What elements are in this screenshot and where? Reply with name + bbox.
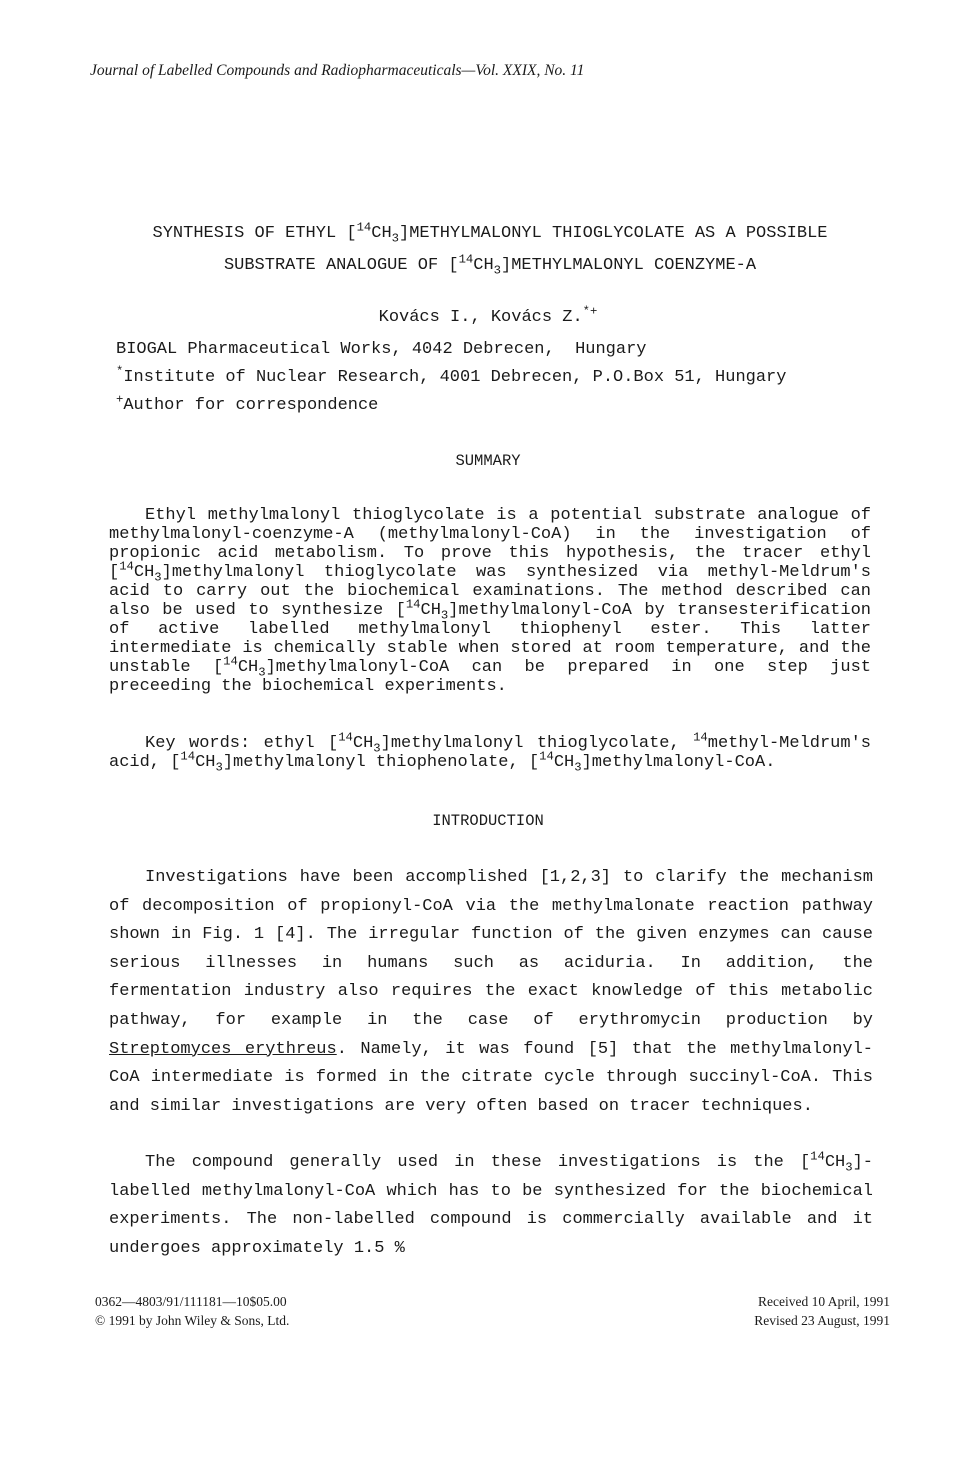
received-date: Received 10 April, 1991 bbox=[758, 1294, 890, 1309]
title-line-2: SUBSTRATE ANALOGUE OF $[^{14}CH_3]METHYLMALONYL$ COENZYME-A bbox=[223, 252, 757, 278]
footer-dates bbox=[754, 1292, 890, 1330]
introduction-heading: INTRODUCTION bbox=[432, 812, 544, 830]
introduction-paragraph-1: Investigations have been accomplished [1,2,3] to clarify the mechanism of decomposition of propionyl-CoA via the methylmalonate reaction pathway shown in Fig. 1 [4]. The irregular function of the given enzymes can cause serious illnesses in humans such as aciduria. In addition, the fermentation industry also requires the exact knowledge of this metabolic pathway, for example in the case of erythromycin production by Streptomyces erythreus. Namely, it was found [5] that the methylmalonyl-CoA intermediate is formed in the citrate cycle through succinyl-CoA. This and similar investigations are very often based on tracer techniques. bbox=[109, 868, 873, 1116]
species-name: Streptomyces erythreus bbox=[109, 1039, 337, 1059]
copyright: © 1991 by John Wiley & Sons, Ltd. bbox=[95, 1313, 290, 1328]
affiliations bbox=[116, 336, 786, 420]
title-line-1: SYNTHESIS OF ETHYL $[^{14}CH_3]METHYLMALONYL$ THIOGLYCOLATE AS A POSSIBLE bbox=[152, 220, 828, 246]
introduction-paragraph-2: The compound generally used in these investigations is the $[^{14}CH_3]$-labelled methylmalonyl-CoA which has to be synthesized for the biochemical experiments. The non-labelled compound is commercially available and it undergoes approximately 1.5 % bbox=[109, 1149, 873, 1258]
journal-header: Journal of Labelled Compounds and Radiopharmaceuticals—Vol. XXIX, No. 11 bbox=[90, 62, 585, 79]
keywords-paragraph: Key words: ethyl $[^{14}CH_3]methylmalonyl$ thioglycolate, $^{14}$methyl-Meldrum's acid, $[^{14}CH_3]methylmalonyl$ thiophenolate, $[^{14}CH_3]methylmalonyl$-CoA. bbox=[109, 730, 871, 775]
affiliation-nuclear-research: *Institute of Nuclear Research, 4001 Debrecen, P.O.Box 51, Hungary bbox=[116, 364, 787, 387]
author-list: Kovács I., Kovács Z.*+ bbox=[378, 304, 598, 327]
revised-date: Revised 23 August, 1991 bbox=[754, 1313, 890, 1328]
article-title bbox=[90, 218, 890, 282]
summary-heading: SUMMARY bbox=[455, 452, 521, 470]
affiliation-correspondence: +Author for correspondence bbox=[116, 392, 379, 415]
summary-paragraph: Ethyl methylmalonyl thioglycolate is a potential substrate analogue of methylmalonyl-coenzyme-A (methylmalonyl-CoA) in the investigation of propionic acid metabolism. To prove this hypothesis, the tracer ethyl $[^{14}CH_3]methylmalonyl$ thioglycolate was synthesized via methyl-Meldrum's acid to carry out the biochemical examinations. The method described can also be used to synthesize $[^{14}CH_3]methylmalonyl$-CoA by transesterification of active labelled methylmalonyl thiophenyl ester. This latter intermediate is chemically stable when stored at room temperature, and the unstable $[^{14}CH_3]methylmalonyl$-CoA can be prepared in one step just preceeding the biochemical experiments. bbox=[109, 506, 871, 696]
issn-code: 0362—4803/91/111181—10$05.00 bbox=[95, 1294, 287, 1309]
footer-publication-info bbox=[95, 1292, 289, 1330]
affiliation-biogal: BIOGAL Pharmaceutical Works, 4042 Debrecen, Hungary bbox=[116, 340, 647, 359]
